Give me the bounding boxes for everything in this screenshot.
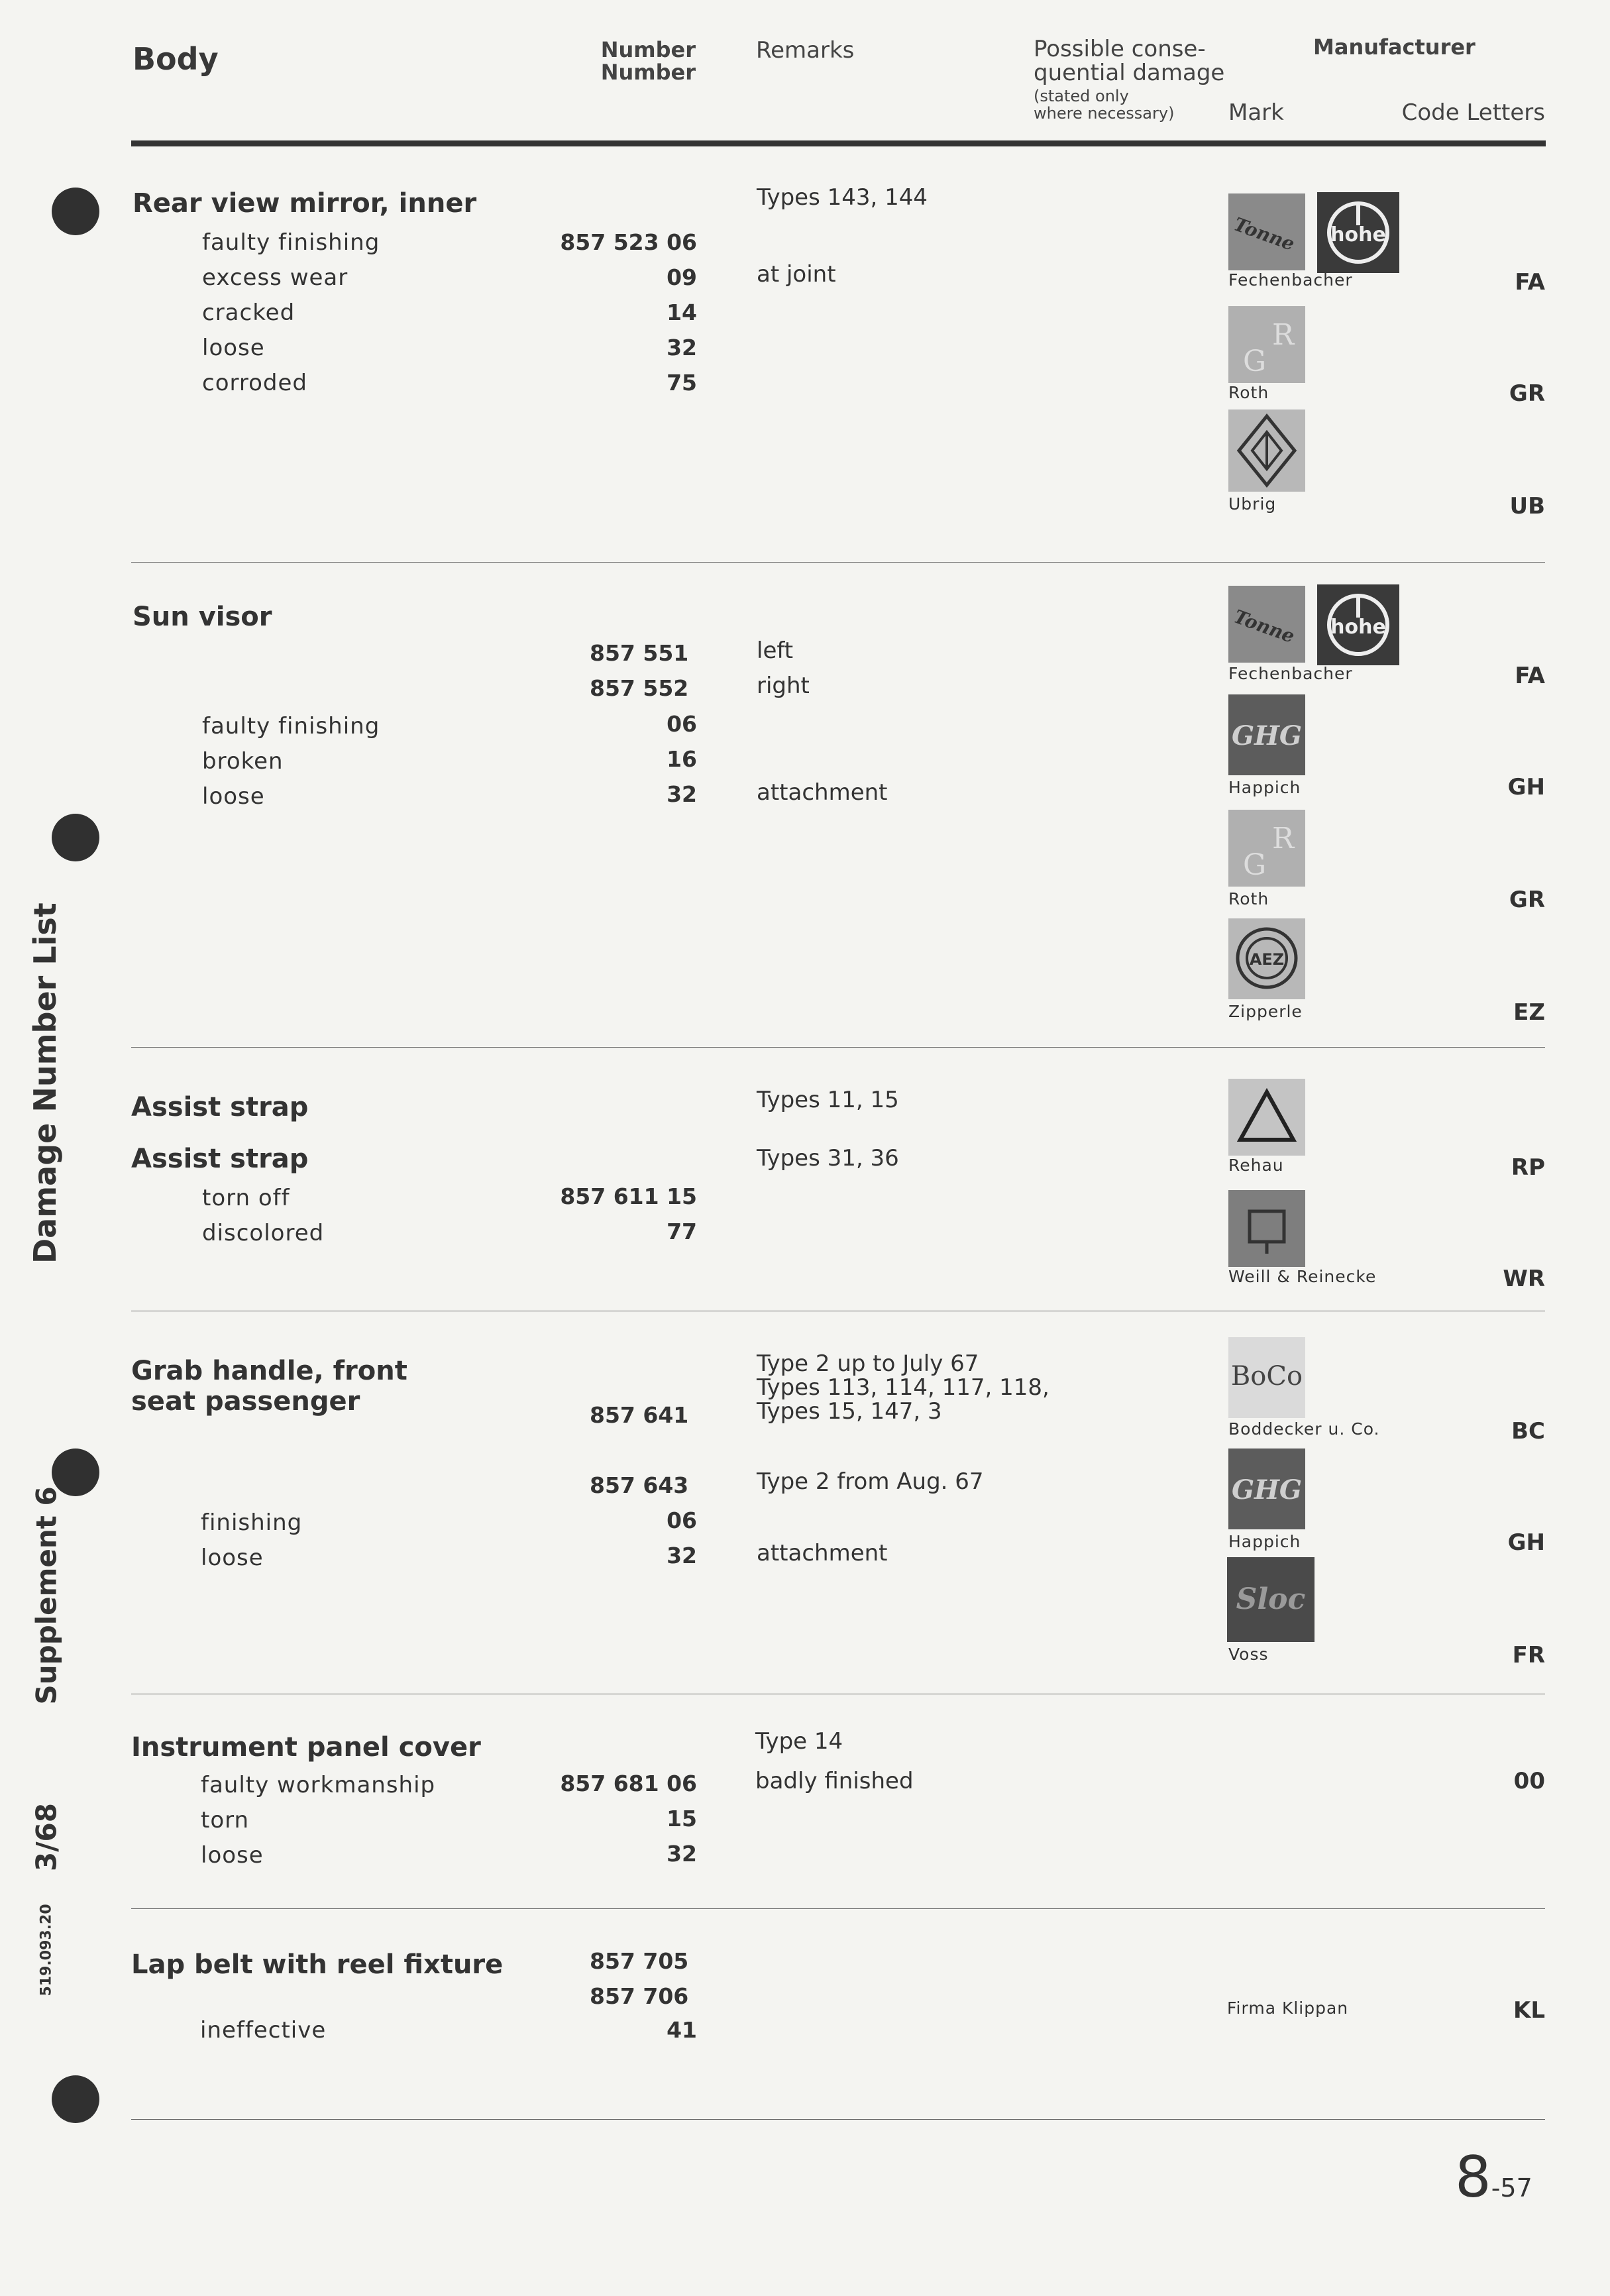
fechenbacher-logo xyxy=(1228,193,1305,270)
grab-item-number: 32 xyxy=(667,1543,697,1568)
mirror-item-label: faulty finishing xyxy=(202,229,380,256)
happich-logo xyxy=(1228,1449,1305,1529)
visor-item-label: loose xyxy=(202,783,265,810)
grab-part-number: 857 643 xyxy=(590,1472,689,1498)
panel-item-label: loose xyxy=(201,1842,264,1869)
panel-remark: Type 14 xyxy=(755,1728,843,1755)
grab-title-line-1: Grab handle, front xyxy=(131,1356,407,1386)
belt-item-label: ineffective xyxy=(200,2017,327,2044)
strap-maker-name: Weill & Reinecke xyxy=(1228,1267,1377,1286)
belt-item-number: 41 xyxy=(667,2017,697,2043)
damage-label-2: quential damage xyxy=(1034,60,1225,86)
page-title: Body xyxy=(133,41,219,77)
mirror-item-remark: at joint xyxy=(757,261,836,288)
section-title-strap-1: Assist strap xyxy=(131,1092,309,1122)
visor-maker-code: FA xyxy=(1515,663,1545,689)
grab-maker-code: FR xyxy=(1512,1642,1545,1668)
section-title-grab xyxy=(131,1356,407,1417)
strap-remark-1: Types 11, 15 xyxy=(757,1087,899,1113)
grab-title-line-2: seat passenger xyxy=(131,1386,360,1417)
mirror-item-number: 75 xyxy=(667,370,697,396)
visor-item-label: broken xyxy=(202,748,284,775)
visor-part-number: 857 552 xyxy=(590,675,689,701)
mirror-maker-name: Ubrig xyxy=(1228,494,1277,514)
visor-maker-name: Fechenbacher xyxy=(1228,664,1353,683)
number-label-2: Number xyxy=(600,60,696,85)
mirror-item-number: 857 523 06 xyxy=(560,229,697,255)
strap-maker-code: WR xyxy=(1503,1266,1545,1292)
hohe-logo xyxy=(1317,584,1399,665)
page-number xyxy=(1455,2144,1532,2211)
visor-item-number: 06 xyxy=(667,711,697,737)
grab-item-number: 06 xyxy=(667,1507,697,1533)
belt-maker-name: Firma Klippan xyxy=(1227,1998,1349,2018)
roth-logo-text: R xyxy=(1272,822,1295,855)
grab-item-label: loose xyxy=(201,1545,264,1571)
remarks-column-header: Remarks xyxy=(756,37,855,64)
damage-note-2: where necessary) xyxy=(1034,104,1175,123)
grab-maker-name: Boddecker u. Co. xyxy=(1228,1419,1380,1439)
visor-part-number: 857 551 xyxy=(590,640,689,666)
belt-maker-code: KL xyxy=(1513,1997,1545,2024)
grab-remark-2: Type 2 from Aug. 67 xyxy=(757,1468,984,1495)
strap-item-label: torn off xyxy=(202,1185,290,1211)
grab-maker-name: Voss xyxy=(1228,1645,1269,1664)
visor-item-number: 16 xyxy=(667,746,697,772)
grab-remark-1 xyxy=(757,1352,1049,1423)
hohe-logo-text: hohe xyxy=(1330,616,1386,639)
zipperle-logo-text: AEZ xyxy=(1249,950,1285,969)
visor-item-label: faulty finishing xyxy=(202,713,380,739)
section-divider xyxy=(131,562,1545,563)
number-column-header xyxy=(596,38,696,83)
happich-logo-text: GHG xyxy=(1231,720,1303,751)
hohe-logo xyxy=(1317,192,1399,273)
boco-logo-text: BoCo xyxy=(1230,1361,1303,1392)
zipperle-logo xyxy=(1228,918,1305,999)
section-divider xyxy=(131,1908,1545,1909)
mirror-maker-code: UB xyxy=(1509,493,1545,519)
visor-maker-name: Roth xyxy=(1228,889,1269,908)
page-number-minor: -57 xyxy=(1491,2173,1532,2203)
punch-hole-2 xyxy=(52,814,99,861)
strap-maker-code: RP xyxy=(1511,1154,1545,1181)
visor-item-number: 32 xyxy=(667,781,697,807)
side-title: Damage Number List xyxy=(27,902,63,1264)
number-label-1: Number xyxy=(600,37,696,62)
ubrig-logo xyxy=(1228,410,1305,492)
mirror-item-number: 14 xyxy=(667,300,697,325)
section-divider xyxy=(131,1047,1545,1048)
page-number-major: 8 xyxy=(1455,2144,1491,2211)
grab-remark-line: Types 113, 114, 117, 118, xyxy=(757,1374,1049,1401)
panel-item-number: 32 xyxy=(667,1841,697,1867)
panel-item-label: torn xyxy=(201,1807,250,1833)
visor-part-remark: left xyxy=(757,637,794,664)
damage-column-header xyxy=(1034,37,1224,122)
mirror-maker-code: FA xyxy=(1515,269,1545,296)
happich-logo xyxy=(1228,694,1305,775)
mirror-item-number: 32 xyxy=(667,335,697,360)
section-title-panel: Instrument panel cover xyxy=(131,1732,481,1763)
voss-logo-text: Sloc xyxy=(1236,1582,1306,1616)
strap-item-number: 857 611 15 xyxy=(560,1183,697,1209)
panel-item-label: faulty workmanship xyxy=(201,1772,436,1798)
boco-logo xyxy=(1228,1337,1305,1418)
mirror-item-label: loose xyxy=(202,335,265,361)
visor-maker-code: GR xyxy=(1509,887,1545,913)
strap-item-number: 77 xyxy=(667,1219,697,1244)
visor-item-remark: attachment xyxy=(757,779,888,806)
roth-logo xyxy=(1228,306,1305,383)
visor-maker-name: Happich xyxy=(1228,778,1301,797)
fechenbacher-logo xyxy=(1228,586,1305,663)
grab-maker-code: BC xyxy=(1511,1418,1545,1445)
mirror-maker-name: Roth xyxy=(1228,383,1269,402)
visor-maker-code: EZ xyxy=(1513,999,1545,1026)
happich-logo-text: GHG xyxy=(1231,1474,1303,1505)
weill-reinecke-logo xyxy=(1228,1190,1305,1267)
fechenbacher-small-text: Tonne xyxy=(1230,213,1298,256)
panel-item-number: 857 681 06 xyxy=(560,1771,697,1796)
mirror-item-label: cracked xyxy=(202,300,295,326)
strap-item-label: discolored xyxy=(202,1220,325,1246)
panel-code: 00 xyxy=(1513,1768,1545,1794)
side-supplement: Supplement 6 xyxy=(30,1486,63,1705)
visor-part-remark: right xyxy=(757,673,810,699)
manufacturer-column-header: Manufacturer xyxy=(1313,34,1476,60)
grab-item-remark: attachment xyxy=(757,1540,888,1566)
svg-text:G: G xyxy=(1243,848,1267,882)
svg-text:G: G xyxy=(1243,345,1267,378)
mirror-maker-name: Fechenbacher xyxy=(1228,270,1353,290)
damage-label-1: Possible conse- xyxy=(1034,36,1206,62)
punch-hole-4 xyxy=(52,2075,99,2123)
strap-remark-2: Types 31, 36 xyxy=(757,1145,899,1172)
side-date: 3/68 xyxy=(30,1803,63,1872)
rehau-logo xyxy=(1228,1079,1305,1156)
section-title-mirror: Rear view mirror, inner xyxy=(133,188,477,219)
section-title-belt: Lap belt with reel fixture xyxy=(131,1949,504,1980)
fechenbacher-small-text: Tonne xyxy=(1230,605,1298,648)
section-title-strap-2: Assist strap xyxy=(131,1144,309,1174)
visor-maker-name: Zipperle xyxy=(1228,1002,1303,1021)
belt-part-number: 857 706 xyxy=(590,1983,689,2009)
mark-column-header: Mark xyxy=(1228,99,1284,126)
header-rule xyxy=(131,140,1546,146)
mirror-item-label: excess wear xyxy=(202,264,349,291)
section-title-visor: Sun visor xyxy=(133,602,272,632)
mirror-item-label: corroded xyxy=(202,370,307,396)
strap-maker-name: Rehau xyxy=(1228,1156,1284,1175)
punch-hole-1 xyxy=(52,188,99,235)
grab-remark-line: Types 15, 147, 3 xyxy=(757,1398,942,1425)
grab-part-number: 857 641 xyxy=(590,1402,689,1428)
side-doc-number: 519.093.20 xyxy=(38,1904,55,1996)
grab-remark-line: Type 2 up to July 67 xyxy=(757,1350,979,1377)
hohe-logo-text: hohe xyxy=(1330,223,1386,246)
code-letters-column-header: Code Letters xyxy=(1401,99,1545,126)
mirror-remark: Types 143, 144 xyxy=(757,184,928,211)
mirror-maker-code: GR xyxy=(1509,380,1545,407)
section-divider xyxy=(131,2119,1545,2120)
panel-item-remark: badly finished xyxy=(755,1768,914,1794)
panel-item-number: 15 xyxy=(667,1806,697,1831)
voss-logo xyxy=(1227,1557,1315,1642)
mirror-item-number: 09 xyxy=(667,264,697,290)
grab-item-label: finishing xyxy=(201,1509,303,1536)
roth-logo-text: R xyxy=(1272,318,1295,352)
damage-note-1: (stated only xyxy=(1034,87,1129,105)
grab-maker-code: GH xyxy=(1507,1529,1545,1556)
grab-maker-name: Happich xyxy=(1228,1532,1301,1551)
roth-logo xyxy=(1228,810,1305,887)
belt-part-number: 857 705 xyxy=(590,1948,689,1974)
visor-maker-code: GH xyxy=(1507,774,1545,800)
